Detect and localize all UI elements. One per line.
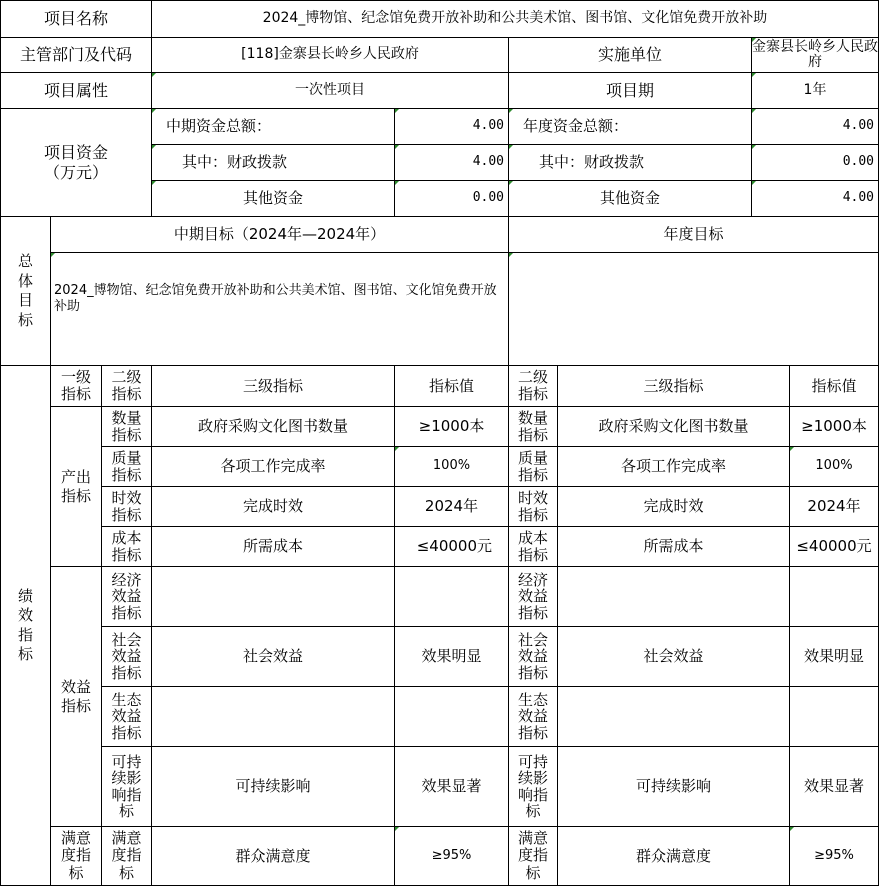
level2-mid: 满意度指标 xyxy=(102,827,152,886)
level3-mid xyxy=(152,567,395,627)
mid-total-value: 4.00 xyxy=(395,109,509,145)
benefit-indicators-label-text: 效益指标 xyxy=(61,677,92,715)
project-name-label: 项目名称 xyxy=(1,1,152,38)
level3-mid: 群众满意度 xyxy=(152,827,395,886)
annual-goal-text xyxy=(509,253,879,366)
level3-mid xyxy=(152,687,395,747)
level2-annual: 可持续影响指标 xyxy=(509,747,558,827)
project-period-value: 1年 xyxy=(752,73,879,109)
header-value-mid: 指标值 xyxy=(395,366,509,407)
value-mid: 效果显著 xyxy=(395,747,509,827)
level2-mid: 可持续影响指标 xyxy=(102,747,152,827)
level2-mid: 生态效益指标 xyxy=(102,687,152,747)
header-level1: 一级指标 xyxy=(51,366,102,407)
annual-total-label: 年度资金总额： xyxy=(509,109,752,145)
project-attribute-label: 项目属性 xyxy=(1,73,152,109)
level3-mid: 社会效益 xyxy=(152,627,395,687)
value-mid: ≥1000本 xyxy=(395,407,509,447)
value-annual: ≤40000元 xyxy=(790,527,879,567)
performance-indicators-label xyxy=(1,366,51,886)
project-name-value: 2024_博物馆、纪念馆免费开放补助和公共美术馆、图书馆、文化馆免费开放补助 xyxy=(152,1,879,38)
level2-annual: 生态效益指标 xyxy=(509,687,558,747)
level3-annual: 社会效益 xyxy=(558,627,790,687)
header-level2-annual: 二级指标 xyxy=(509,366,558,407)
level3-annual: 完成时效 xyxy=(558,487,790,527)
satisfaction-indicators-label xyxy=(51,827,102,886)
value-annual: 100% xyxy=(790,447,879,487)
value-annual: 效果显著 xyxy=(790,747,879,827)
level2-mid: 时效指标 xyxy=(102,487,152,527)
satisfaction-indicators-label-text: 满意度指标 xyxy=(60,829,91,882)
level3-annual: 各项工作完成率 xyxy=(558,447,790,487)
value-mid: 2024年 xyxy=(395,487,509,527)
value-annual: ≥95% xyxy=(790,827,879,886)
level2-mid: 质量指标 xyxy=(102,447,152,487)
annual-fiscal-label: 其中：财政拨款 xyxy=(509,145,752,181)
value-annual: 2024年 xyxy=(790,487,879,527)
mid-fiscal-label: 其中：财政拨款 xyxy=(152,145,395,181)
annual-other-label: 其他资金 xyxy=(509,181,752,217)
level2-mid: 经济效益指标 xyxy=(102,567,152,627)
value-annual xyxy=(790,567,879,627)
project-attribute-value: 一次性项目 xyxy=(152,73,509,109)
level3-mid: 各项工作完成率 xyxy=(152,447,395,487)
value-mid xyxy=(395,687,509,747)
level3-mid: 政府采购文化图书数量 xyxy=(152,407,395,447)
mid-fiscal-value: 4.00 xyxy=(395,145,509,181)
department-value: [118]金寨县长岭乡人民政府 xyxy=(152,38,509,73)
level2-annual: 质量指标 xyxy=(509,447,558,487)
header-value-annual: 指标值 xyxy=(790,366,879,407)
output-indicators-label xyxy=(51,407,102,567)
annual-fiscal-value: 0.00 xyxy=(752,145,879,181)
benefit-indicators-label xyxy=(51,567,102,827)
level3-annual: 政府采购文化图书数量 xyxy=(558,407,790,447)
mid-goal-text: 2024_博物馆、纪念馆免费开放补助和公共美术馆、图书馆、文化馆免费开放补助 xyxy=(51,253,509,366)
level3-mid: 完成时效 xyxy=(152,487,395,527)
level2-annual: 经济效益指标 xyxy=(509,567,558,627)
level2-annual: 成本指标 xyxy=(509,527,558,567)
value-mid: ≥95% xyxy=(395,827,509,886)
mid-goal-header: 中期目标（2024年—2024年） xyxy=(51,217,509,253)
mid-other-label: 其他资金 xyxy=(152,181,395,217)
level3-mid: 可持续影响 xyxy=(152,747,395,827)
value-mid: 效果明显 xyxy=(395,627,509,687)
header-level3-annual: 三级指标 xyxy=(558,366,790,407)
value-annual: 效果明显 xyxy=(790,627,879,687)
value-mid xyxy=(395,567,509,627)
value-annual: ≥1000本 xyxy=(790,407,879,447)
level2-mid: 成本指标 xyxy=(102,527,152,567)
header-level2-mid: 二级指标 xyxy=(102,366,152,407)
department-label: 主管部门及代码 xyxy=(1,38,152,73)
mid-total-label: 中期资金总额： xyxy=(152,109,395,145)
level3-annual xyxy=(558,687,790,747)
level2-mid: 数量指标 xyxy=(102,407,152,447)
annual-total-value: 4.00 xyxy=(752,109,879,145)
header-level3-mid: 三级指标 xyxy=(152,366,395,407)
implementing-unit-label: 实施单位 xyxy=(509,38,752,73)
project-funds-label-text: 项目资金（万元） xyxy=(43,142,108,182)
value-annual xyxy=(790,687,879,747)
level2-mid: 社会效益指标 xyxy=(102,627,152,687)
annual-goal-header: 年度目标 xyxy=(509,217,879,253)
project-period-label: 项目期 xyxy=(509,73,752,109)
project-funds-label xyxy=(1,109,152,217)
implementing-unit-value: 金寨县长岭乡人民政府 xyxy=(752,38,879,73)
level2-annual: 满意度指标 xyxy=(509,827,558,886)
level2-annual: 社会效益指标 xyxy=(509,627,558,687)
overall-goal-label xyxy=(1,217,51,366)
value-mid: 100% xyxy=(395,447,509,487)
mid-other-value: 0.00 xyxy=(395,181,509,217)
overall-goal-label-text: 总体目标 xyxy=(17,252,33,329)
annual-other-value: 4.00 xyxy=(752,181,879,217)
performance-indicators-label-text: 绩效指标 xyxy=(17,586,33,663)
level3-annual: 所需成本 xyxy=(558,527,790,567)
level3-annual: 可持续影响 xyxy=(558,747,790,827)
level3-annual: 群众满意度 xyxy=(558,827,790,886)
value-mid: ≤40000元 xyxy=(395,527,509,567)
level2-annual: 时效指标 xyxy=(509,487,558,527)
level2-annual: 数量指标 xyxy=(509,407,558,447)
level3-annual xyxy=(558,567,790,627)
output-indicators-label-text: 产出指标 xyxy=(61,467,92,505)
level3-mid: 所需成本 xyxy=(152,527,395,567)
